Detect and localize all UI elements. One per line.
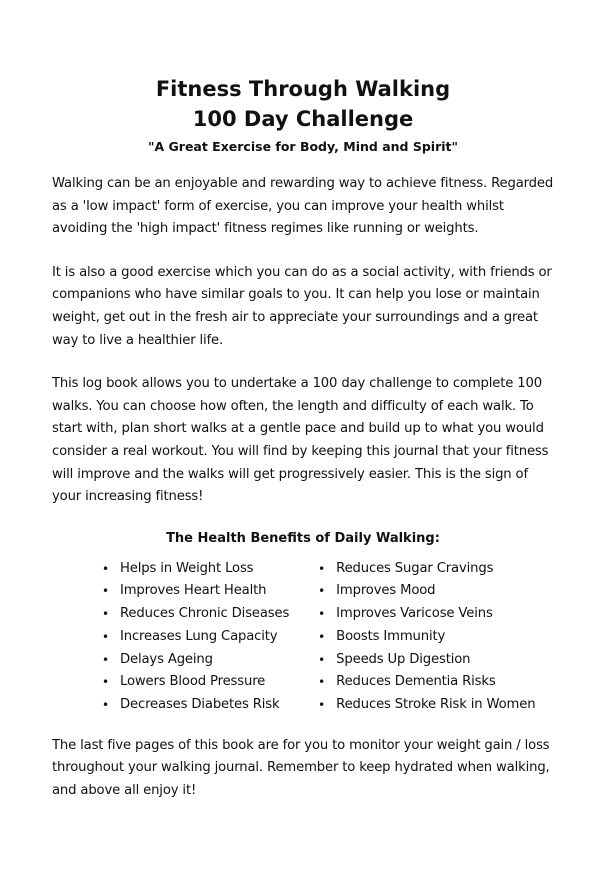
page-title: [52, 74, 554, 134]
bullet-icon: •: [102, 652, 109, 667]
benefit-label: Delays Ageing: [120, 651, 213, 667]
bullet-icon: •: [318, 697, 326, 712]
list-item: [318, 626, 554, 649]
benefit-label: Helps in Weight Loss: [120, 560, 254, 576]
social-paragraph: It is also a good exercise which you can do as a social activity, with friends or companions who have similar goals to you. It can help you lose or maintain weight, get out in the fresh air to appreciate your surroundings and a great way to live a healthier life.: [52, 264, 552, 348]
benefit-label: Reduces Dementia Risks: [336, 674, 496, 690]
list-item: [102, 649, 318, 672]
title-line-1: Fitness Through Walking: [155, 77, 451, 101]
benefit-label: Reduces Chronic Diseases: [120, 606, 290, 622]
benefit-label: Lowers Blood Pressure: [120, 674, 266, 690]
bullet-icon: •: [102, 697, 109, 712]
benefits-column-right: [318, 558, 554, 717]
bullet-icon: •: [102, 675, 109, 690]
benefits-column-left: [102, 558, 318, 717]
list-item: [102, 694, 318, 717]
benefit-label: Improves Heart Health: [120, 583, 267, 599]
benefit-label: Decreases Diabetes Risk: [120, 696, 280, 712]
challenge-paragraph: This log book allows you to undertake a 100 day challenge to complete 100 walks. You can choose how often, the length and difficulty of each walk. To start with, plan short walks at a gentle pace and build up to what you would consider a real workout. You will find by keeping this journal that your fitness will improve and the walks will get progressively easier. This is the sign of your increasing fitness!: [52, 376, 549, 505]
benefit-label: Reduces Stroke Risk in Women: [336, 696, 536, 712]
list-item: [102, 626, 318, 649]
page-subtitle: "A Great Exercise for Body, Mind and Spirit": [147, 139, 459, 154]
bullet-icon: •: [318, 652, 326, 667]
closing-paragraph: The last five pages of this book are for you to monitor your weight gain / loss throughout your walking journal. Remember to keep hydrated when walking, and above all enjoy it!: [52, 737, 550, 798]
bullet-icon: •: [318, 629, 326, 644]
list-item: [318, 694, 554, 717]
intro-paragraph: Walking can be an enjoyable and rewarding way to achieve fitness. Regarded as a 'low impact' form of exercise, you can improve your health whilst avoiding the 'high impact' fitness regimes like running or weights.: [52, 176, 554, 237]
benefits-heading: The Health Benefits of Daily Walking:: [166, 530, 440, 546]
benefit-label: Improves Mood: [336, 583, 436, 599]
bullet-icon: •: [318, 584, 326, 599]
list-item: [318, 580, 554, 603]
list-item: [318, 671, 554, 694]
bullet-icon: •: [318, 561, 326, 576]
list-item: [318, 603, 554, 626]
benefit-label: Improves Varicose Veins: [336, 606, 493, 622]
list-item: [102, 558, 318, 581]
benefit-label: Increases Lung Capacity: [120, 628, 278, 644]
benefit-label: Speeds Up Digestion: [336, 651, 471, 667]
list-item: [102, 603, 318, 626]
bullet-icon: •: [102, 561, 109, 576]
list-item: [102, 671, 318, 694]
benefit-label: Reduces Sugar Cravings: [336, 560, 494, 576]
benefits-list: [52, 558, 554, 717]
bullet-icon: •: [102, 607, 109, 622]
title-line-2: 100 Day Challenge: [192, 107, 414, 131]
list-item: [102, 580, 318, 603]
list-item: [318, 649, 554, 672]
bullet-icon: •: [318, 675, 326, 690]
benefit-label: Boosts Immunity: [336, 628, 446, 644]
list-item: [318, 558, 554, 581]
bullet-icon: •: [102, 584, 109, 599]
bullet-icon: •: [318, 607, 326, 622]
bullet-icon: •: [102, 629, 109, 644]
